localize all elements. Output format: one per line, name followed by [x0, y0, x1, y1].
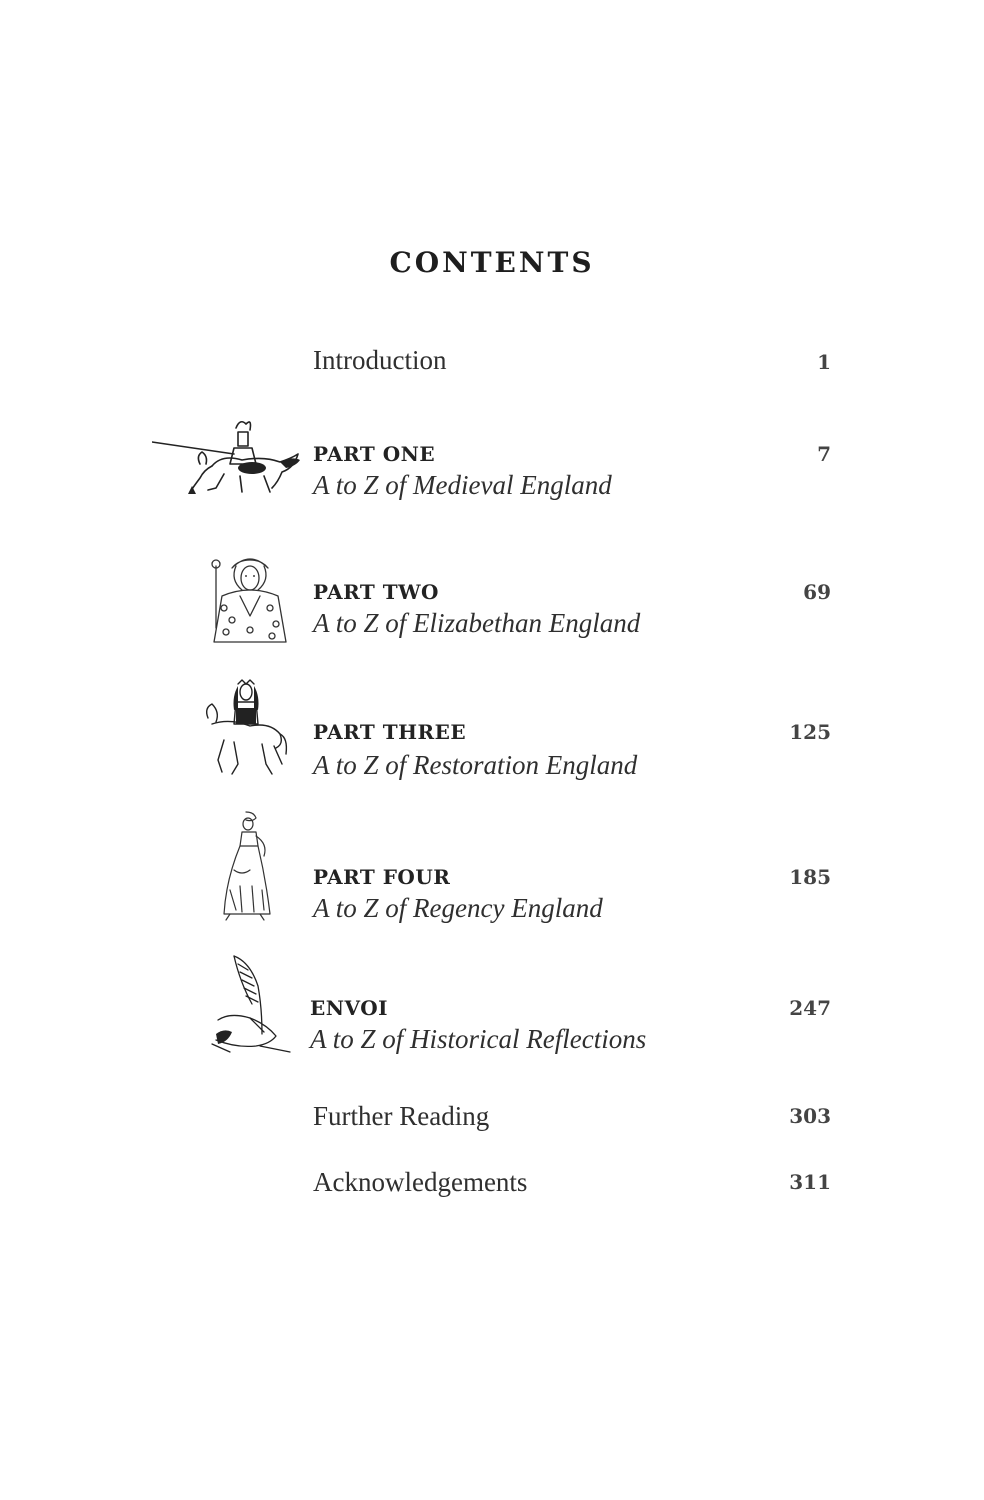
toc-part-subtitle: A to Z of Historical Reflections [310, 1024, 647, 1054]
toc-page-number: 185 [789, 865, 831, 889]
toc-part-label: PART ONE [313, 442, 436, 466]
toc-page-number: 303 [789, 1104, 831, 1128]
king-on-horse-icon [200, 678, 290, 778]
elizabeth-portrait-icon [202, 546, 298, 646]
toc-entry-label: Introduction [313, 345, 447, 375]
toc-part-subtitle: A to Z of Restoration England [313, 750, 638, 780]
toc-part-label: PART FOUR [313, 865, 451, 889]
toc-part-label: PART TWO [313, 580, 439, 604]
toc-part-label: PART THREE [313, 720, 467, 744]
regency-lady-icon [216, 810, 276, 922]
toc-page-number: 7 [817, 442, 831, 466]
toc-page-number: 125 [789, 720, 831, 744]
toc-page-number: 311 [789, 1170, 831, 1194]
page-title: CONTENTS [389, 246, 595, 279]
toc-entry-label: Acknowledgements [313, 1167, 528, 1197]
toc-part-label: ENVOI [310, 996, 388, 1020]
toc-entry-label: Further Reading [313, 1101, 490, 1131]
toc-part-subtitle: A to Z of Elizabethan England [313, 608, 641, 638]
toc-page-number: 247 [789, 996, 831, 1020]
toc-part-subtitle: A to Z of Regency England [313, 893, 603, 923]
knight-on-horse-icon [152, 416, 302, 500]
toc-page-number: 1 [817, 350, 831, 374]
toc-part-subtitle: A to Z of Medieval England [313, 470, 612, 500]
toc-page-number: 69 [803, 580, 831, 604]
quill-hand-icon [210, 952, 296, 1056]
